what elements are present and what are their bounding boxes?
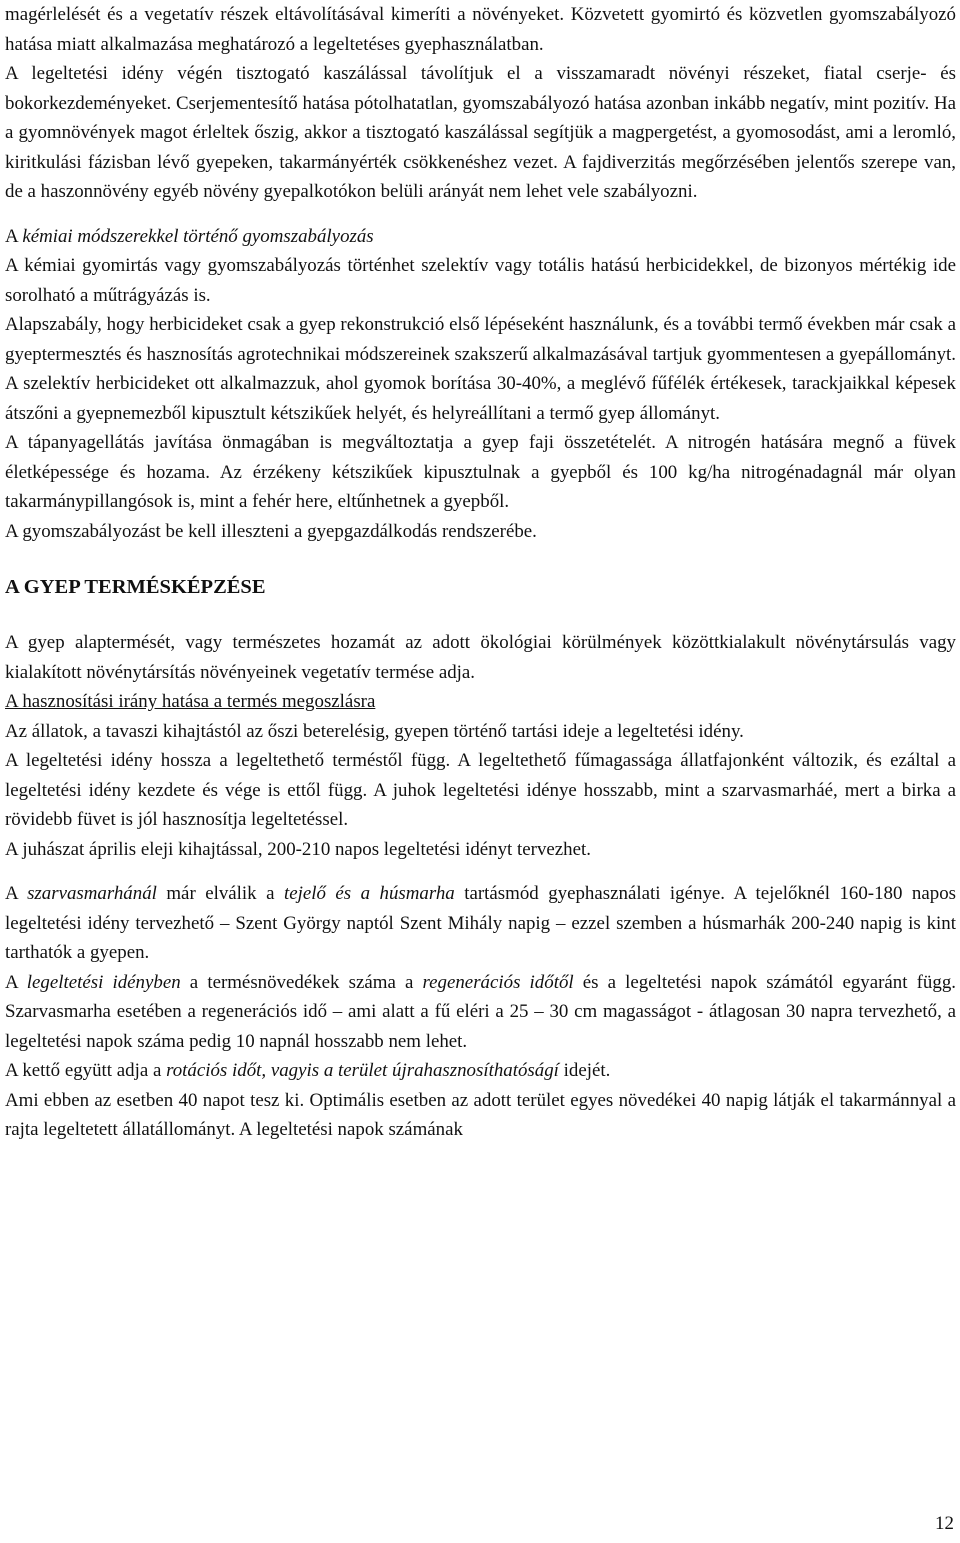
text-run: a termésnövedékek száma a [180, 971, 423, 993]
text-run: és a legeltetési napok számától egyaránt függ. Szarvasmarha esetében a regenerációs idő – ami alatt a fű eléri a 25 – 30 cm magasságot - átlagosan 30 napra tervezhető, a legeltetési napok száma pedig 10 napnál hosszabb nem lehet. [5, 971, 956, 1052]
text-run: Alapszabály, hogy herbicideket csak a gyep rekonstrukció első lépéseként használunk, és a további termő években már csak a gyeptermesztés és hasznosítás agrotechnikai módszereinek szakszerű alkalmazásával tartjuk gyommentesen a gyepállományt. [5, 314, 956, 365]
page-number: 12 [935, 1513, 954, 1534]
paragraph [5, 59, 956, 207]
text-run: A kettő együtt adja a [5, 1060, 167, 1081]
spacer [5, 864, 956, 879]
paragraph [5, 968, 956, 1057]
text-run: A legeltetési idény végén tisztogató kaszálással távolítjuk el a visszamaradt növényi részeket, fiatal cserje- és bokorkezdeményeket. Cserjementesítő hatása pótolhatatlan, gyomszabályozó hatása azonban inkább negatív, mint pozitív. Ha a gyomnövények magot érleltek őszig, akkor a tisztogató kaszálással segítjük a magpergetést, a gyomosodást, ami a leromló, kiritkulási fázisban lévő gyepeken, takarmányérték csökkenéshez vezet. A fajdiverzitás megőrzésében jelentős szerepe van, de a haszonnövény egyéb növény gyepalkotókon belüli arányát nem lehet vele szabályozni. [5, 63, 956, 202]
text-run: A [5, 971, 27, 993]
paragraph [5, 835, 956, 865]
text-run: A szelektív herbicideket ott alkalmazzuk, ahol gyomok borítása 30-40%, a meglévő fűfélék értékesek, tarackjaikkal képesek átszőni a gyepnemezből kipusztult kétszikűek helyét, és helyreállítani a termő gyep állományt. [5, 373, 956, 424]
paragraph [5, 369, 956, 428]
text-run: Az állatok, a tavaszi kihajtástól az őszi beterelésig, gyepen történő tartási ideje a legeltetési idény. [5, 720, 744, 742]
paragraph [5, 251, 956, 310]
text-run: már elválik a [156, 883, 284, 904]
paragraph [5, 717, 956, 747]
text-run: A gyomszabályozást be kell illeszteni a gyepgazdálkodás rendszerébe. [5, 520, 537, 542]
paragraph [5, 0, 956, 59]
section-heading: A GYEP TERMÉSKÉPZÉSE [5, 576, 266, 598]
document-body [5, 0, 956, 1145]
paragraph [5, 628, 956, 687]
section-subheading [5, 222, 956, 252]
spacer [5, 601, 956, 628]
paragraph [5, 746, 956, 835]
paragraph [5, 517, 956, 547]
text-run: magérlelését és a vegetatív részek eltávolításával kimeríti a növényeket. Közvetett gyomirtó és közvetlen gyomszabályozó hatása miatt alkalmazása meghatározó a legeltetéses gyephasználatban. [5, 4, 956, 55]
section-subheading [5, 687, 956, 717]
text-run: tartásmód gyephasználati igénye. A tejelőknél 160-180 napos legeltetési idény tervezhető – Szent György naptól Szent Mihály napig – ezzel szemben a húsmarhák 200-240 napig is kint tarthatók a gyepen. [5, 883, 956, 963]
text-run: A [5, 883, 28, 904]
text-run: A juhászat április eleji kihajtással, 200-210 napos legeltetési idényt tervezhet. [5, 838, 591, 860]
text-run: A [5, 225, 23, 247]
text-run: A gyep alaptermését, vagy természetes hozamát az adott ökológiai körülmények közöttkialakult növénytársulás vagy kialakított növénytársítás növényeinek vegetatív termése adja. [5, 632, 956, 683]
text-run: A tápanyagellátás javítása önmagában is megváltoztatja a gyep faji összetételét. A nitrogén hatására megnő a füvek életképessége és hozama. Az érzékeny kétszikűek kipusztulnak a gyepből és 100 kg/ha nitrogénadagnál már olyan takarmánypillangósok is, mint a fehér here, eltűnhetnek a gyepből. [5, 432, 956, 512]
paragraph [5, 1056, 956, 1086]
text-run: A kémiai gyomirtás vagy gyomszabályozás történhet szelektív vagy totális hatású herbicidekkel, de bizonyos mértékig ide sorolható a műtrágyázás is. [5, 255, 956, 306]
italic-text: rotációs időt, vagyis a terület újrahasznosíthatóságí [166, 1060, 559, 1081]
italic-text: szarvasmarhánál [27, 883, 157, 904]
italic-text: tejelő és a húsmarha [283, 883, 455, 904]
spacer [5, 207, 956, 222]
italic-text: regenerációs időtől [422, 971, 574, 993]
text-run: Ami ebben az esetben 40 napot tesz ki. Optimális esetben az adott terület egyes növedékei 40 napig látják el takarmánnyal a rajta legeltetett állatállományt. A legeltetési napok számának [5, 1089, 956, 1140]
spacer [5, 546, 956, 573]
paragraph [5, 879, 956, 968]
underlined-text: A hasznosítási irány hatása a termés megoszlásra [5, 691, 376, 712]
paragraph [5, 310, 956, 369]
paragraph [5, 428, 956, 517]
text-run: idejét. [558, 1060, 611, 1081]
italic-text: kémiai módszerekkel történő gyomszabályozás [22, 225, 374, 247]
italic-text: legeltetési idényben [26, 971, 181, 993]
text-run: A legeltetési idény hossza a legeltethető terméstől függ. A legeltethető fűmagassága állatfajonként változik, és ezáltal a legeltetési idény kezdete és vége is ettől függ. A juhok legeltetési idénye hosszabb, mint a szarvasmarháé, mert a birka a rövidebb füvet is jól hasznosítja legeltetéssel. [5, 750, 956, 830]
paragraph [5, 1086, 956, 1145]
